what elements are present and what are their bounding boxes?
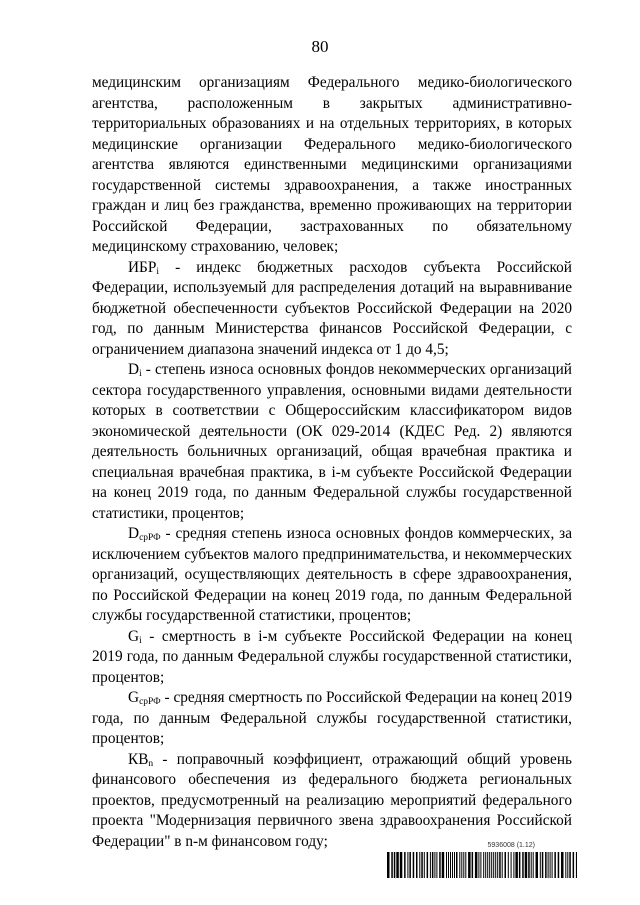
paragraph-text: - степень износа основных фондов некоммерческих организаций сектора государственного управления, основными видами деятельности которых в соответствии с Общероссийским классификатором видов экономической деятельности (ОК 029-2014 (КДЕС Ред. 2) являются деятельность больничных организаций, общая врачебная практика и специальная врачебная практика, в i-м субъекте Российской Федерации на конец 2019 года, по данным Федеральной службы государственной статистики, процентов; [92,361,572,522]
page-number: 80 [311,37,329,56]
formula-subscript: i [156,266,159,277]
paragraph-text: - поправочный коэффициент, отражающий общий уровень финансового обеспечения из федерального бюджета региональных проектов, предусмотренный на реализацию мероприятий федерального проекта "Модернизация первичного звена здравоохранения Российской Федерации" в n-м финансовом году; [92,750,572,850]
document-barcode [387,842,577,890]
paragraph-d-definition [92,360,572,524]
formula-symbol: D [128,361,140,378]
formula-symbol: КВ [128,750,149,768]
paragraph-text: - средняя степень износа основных фондов коммерческих, за исключением субъектов малого предпринимательства, и некоммерческих организаций, осуществляющих деятельность в сфере здравоохранения, по Российской Федерации на конец 2019 года, по данным Федеральной службы государственной статистики, процентов; [92,525,572,624]
formula-subscript: срРФ [139,533,161,543]
paragraph-continuation [92,73,572,258]
formula-symbol: G [128,627,140,645]
barcode-image [387,852,577,878]
formula-subscript: n [148,758,154,769]
paragraph-ibr-definition [92,258,572,361]
paragraph-text: - средняя смертность по Российской Федерации на конец 2019 года, по данным Федеральной службы государственной статистики, процентов; [92,689,572,747]
paragraph-text: - смертность в i-м субъекте Российской Федерации на конец 2019 года, по данным Федеральной службы государственной статистики, процентов; [92,627,572,686]
paragraph-text: медицинским организациям Федерального медико-биологического агентства, расположенным в закрытых административно-территориальных образованиях и на отдельных территориях, в которых медицинские организации Федерального медико-биологического агентства являются единственными медицинскими организациями государственной системы здравоохранения, а также иностранных граждан и лиц без гражданства, временно проживающих на территории Российской Федерации, застрахованных по обязательному медицинскому страхованию, человек; [92,74,572,255]
formula-subscript: i [139,635,142,646]
paragraph-gsr-definition [92,688,572,750]
document-body [92,73,572,852]
paragraph-dsr-definition [92,524,572,627]
formula-subscript: i [139,369,142,379]
barcode-caption: 5936008 (1.12) [487,842,535,849]
formula-symbol: D [128,525,140,542]
formula-symbol: ИБР [128,258,157,276]
paragraph-text: - индекс бюджетных расходов субъекта Российской Федерации, используемый для распределения дотаций на выравнивание бюджетной обеспеченности субъектов Российской Федерации на 2020 год, по данным Министерства финансов Российской Федерации, с ограничением диапазона значений индекса от 1 до 4,5; [92,258,572,358]
paragraph-kv-definition [92,750,572,853]
formula-symbol: G [128,689,140,706]
formula-subscript: срРФ [139,697,161,707]
paragraph-g-definition [92,627,572,689]
